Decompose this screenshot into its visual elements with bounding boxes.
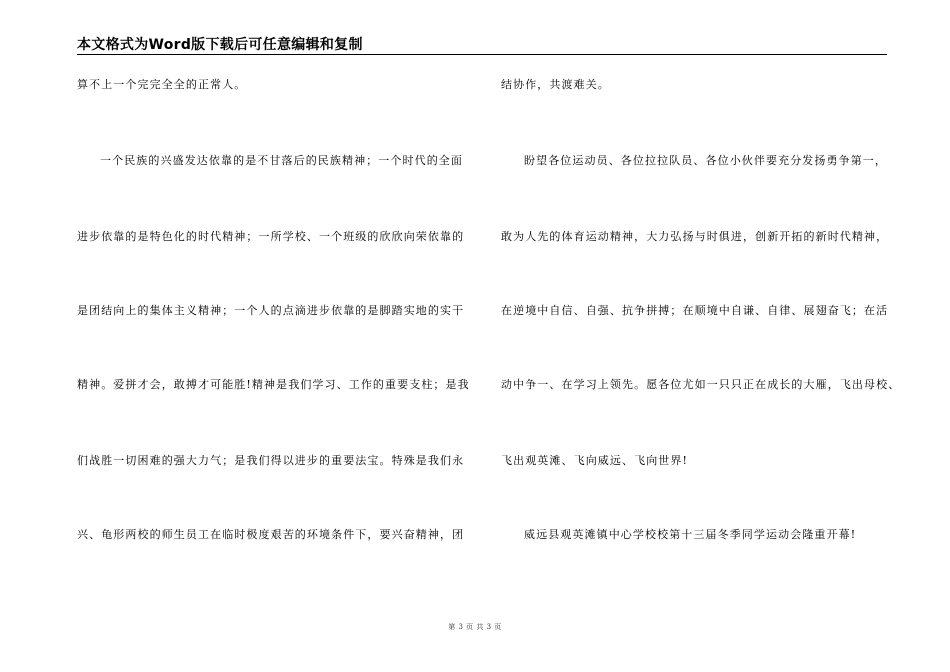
text-line: 敢为人先的体育运动精神，大力弘扬与时俱进，创新开拓的新时代精神， [501,230,889,243]
text-line: 算不上一个完完全全的正常人。 [77,78,247,91]
text-line: 兴、龟形两校的师生员工在临时极度艰苦的环境条件下，要兴奋精神，团 [77,528,465,541]
header-title: 本文格式为Word版下载后可任意编辑和复制 [77,37,363,53]
text-line: 结协作，共渡难关。 [501,78,610,91]
text-line: 进步依靠的是特色化的时代精神；一所学校、一个班级的欣欣向荣依靠的 [77,230,465,243]
text-line: 威远县观英滩镇中心学校校第十三届冬季同学运动会隆重开幕! [524,528,857,541]
text-line: 盼望各位运动员、各位拉拉队员、各位小伙伴要充分发扬勇争第一， [524,154,887,167]
text-line: 飞出观英滩、飞向威远、飞向世界! [501,454,689,467]
left-column [77,0,470,620]
text-line: 精神。爱拼才会，敢搏才可能胜!精神是我们学习、工作的重要支柱；是我 [77,378,470,391]
text-line: 一个民族的兴盛发达依靠的是不甘落后的民族精神；一个时代的全面 [100,154,463,167]
text-line: 动中争一、在学习上领先。愿各位尤如一只只正在成长的大雁，飞出母校、 [501,378,901,391]
text-line: 是团结向上的集体主义精神；一个人的点滴进步依靠的是脚踏实地的实干 [77,304,465,317]
page-footer: 第 3 页 共 3 页 [448,623,502,631]
text-line: 在逆境中自信、自强、抗争拼搏；在顺境中自谦、自律、展翅奋飞；在活 [501,304,889,317]
text-line: 们战胜一切困难的强大力气；是我们得以进步的重要法宝。特殊是我们永 [77,454,465,467]
right-column [501,0,901,620]
